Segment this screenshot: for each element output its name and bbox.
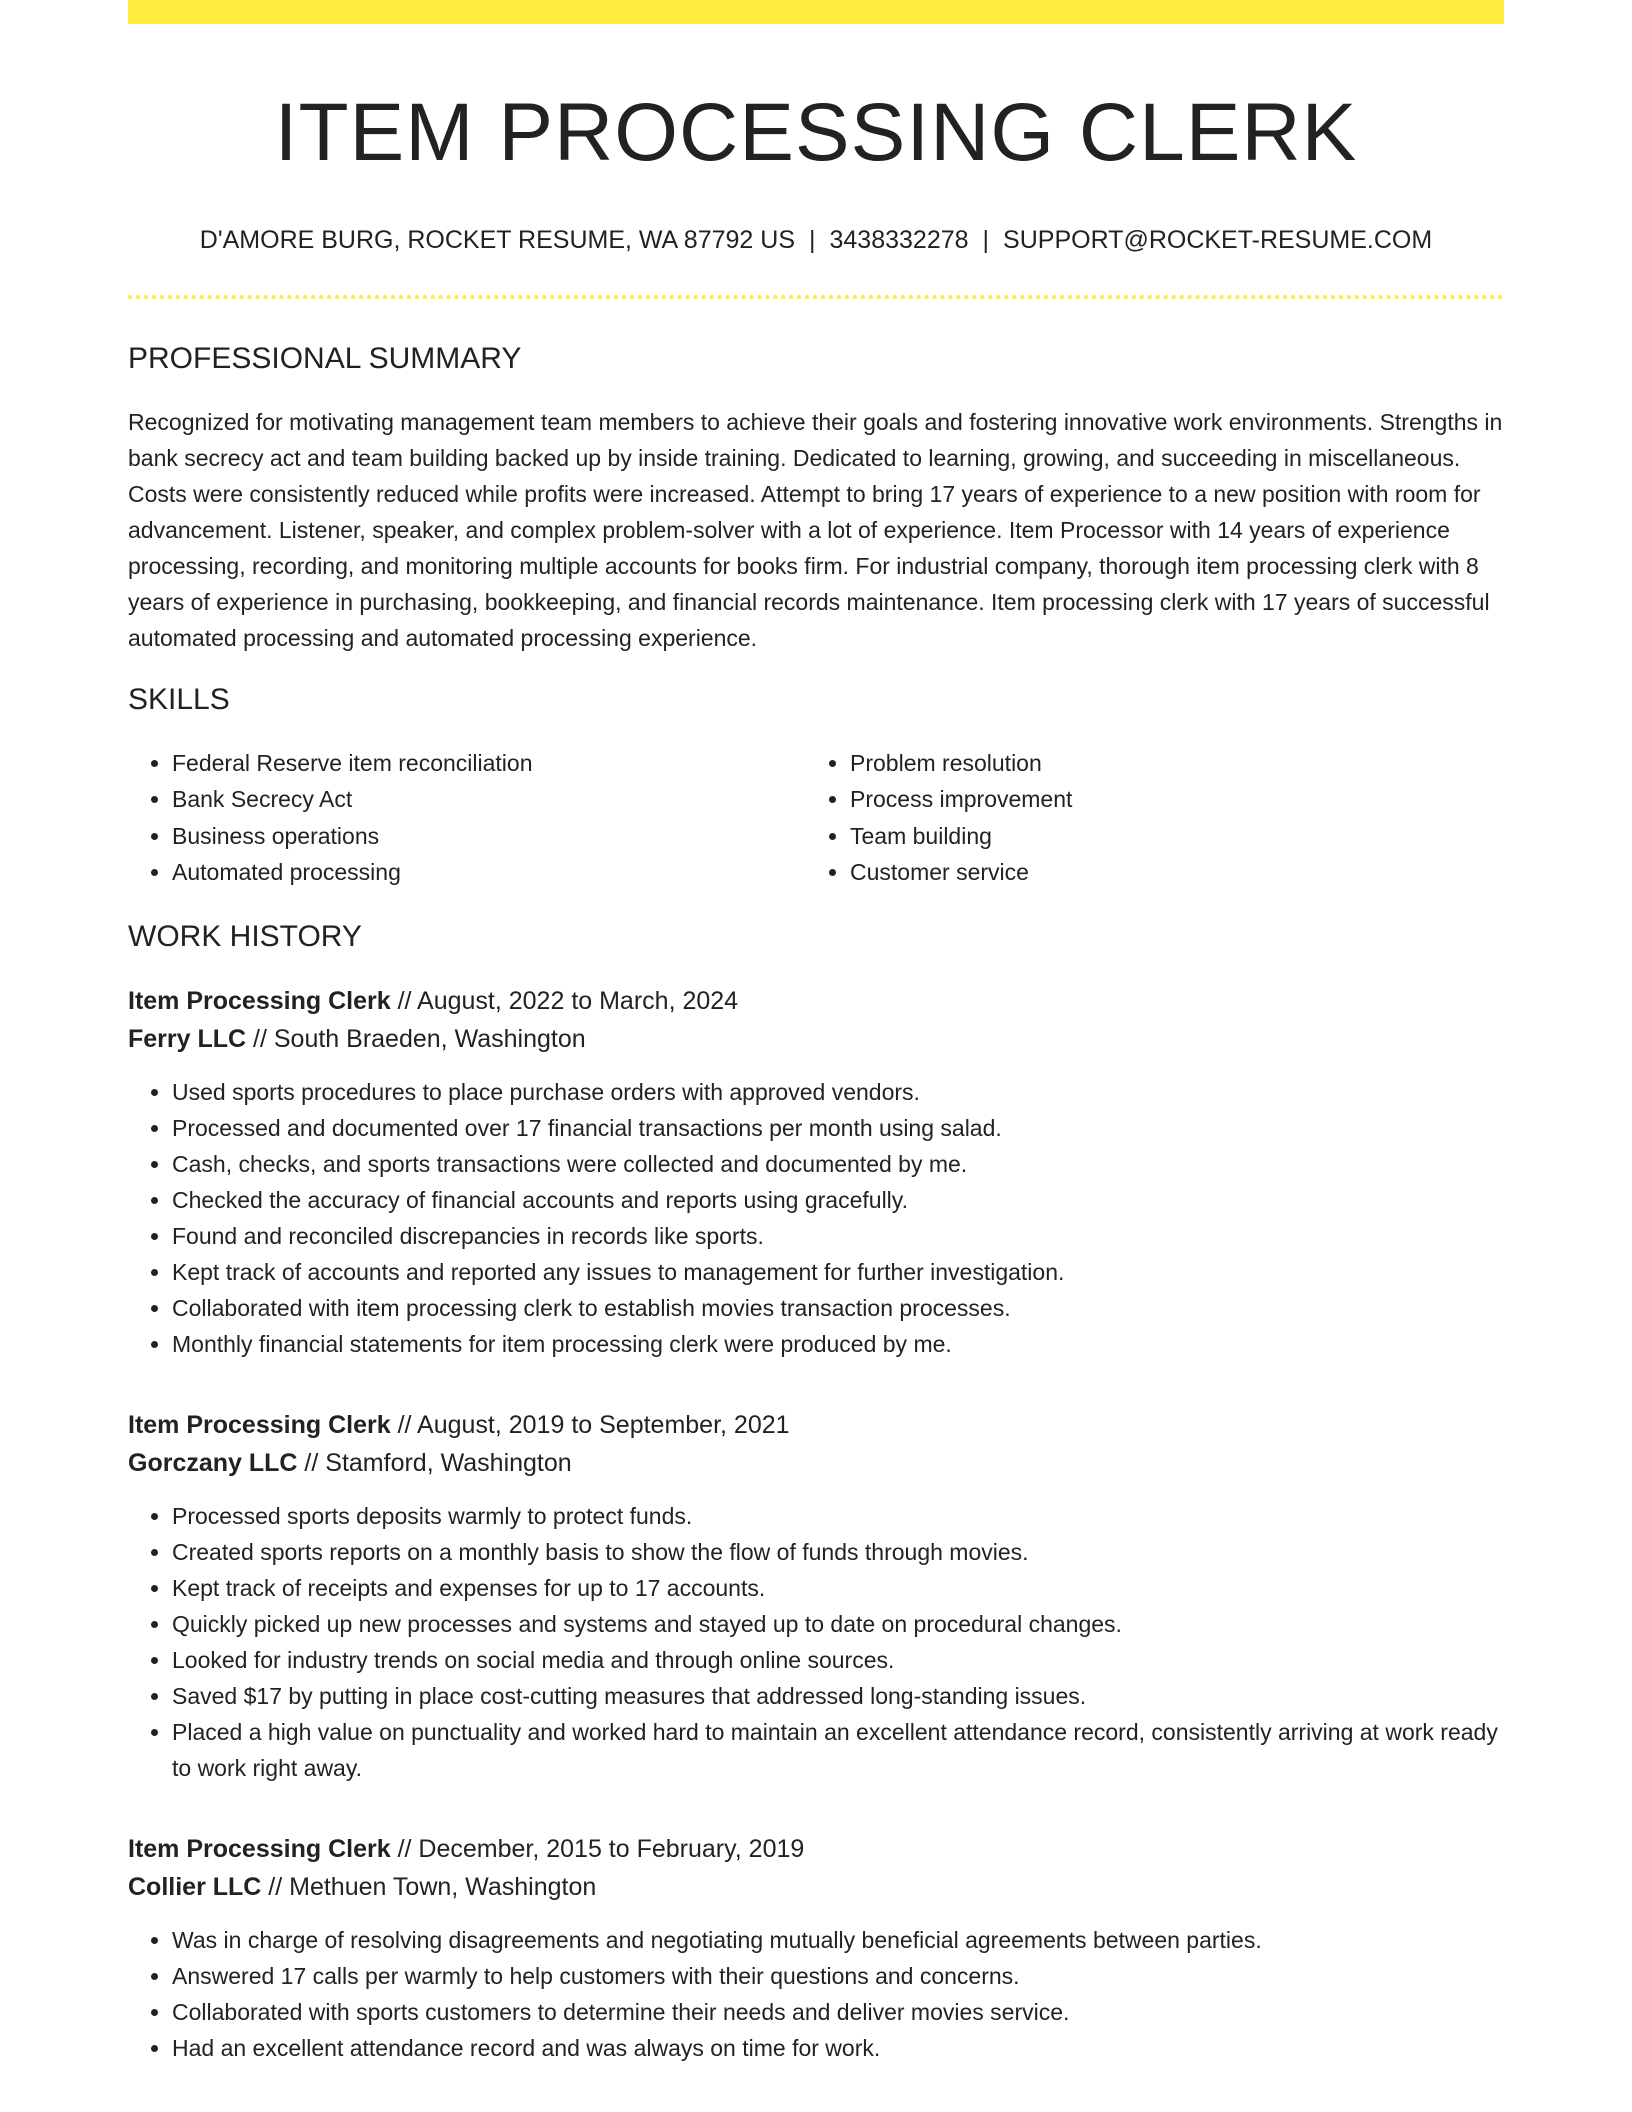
skill-item: • Federal Reserve item reconciliation <box>172 745 806 782</box>
skills-list-right <box>806 745 1484 891</box>
job-dates: // August, 2019 to September, 2021 <box>390 1410 790 1439</box>
job-company-line <box>128 1868 1504 1906</box>
job-location: // Methuen Town, Washington <box>261 1872 597 1901</box>
work-history-heading: WORK HISTORY <box>128 919 362 953</box>
job-dates: // August, 2022 to March, 2024 <box>390 986 739 1015</box>
job-bullet: • Collaborated with item processing clerk to establish movies transaction processes. <box>172 1290 1504 1326</box>
job-bullet: • Processed and documented over 17 financial transactions per month using salad. <box>172 1110 1504 1146</box>
job-bullet: • Looked for industry trends on social media and through online sources. <box>172 1642 1504 1678</box>
job-bullet: • Saved $17 by putting in place cost-cutting measures that addressed long-standing issues. <box>172 1678 1504 1714</box>
job-entry <box>128 1406 1504 1786</box>
skill-item: • Customer service <box>850 854 1484 891</box>
job-bullet: • Placed a high value on punctuality and worked hard to maintain an excellent attendance record, consistently arriving at work ready to work right away. <box>172 1714 1504 1786</box>
top-accent-bar <box>128 0 1504 24</box>
skill-item: • Problem resolution <box>850 745 1484 782</box>
skill-item: • Automated processing <box>172 854 806 891</box>
skills-heading: SKILLS <box>128 682 230 716</box>
skills-list-left <box>128 745 806 891</box>
job-company: Collier LLC <box>128 1872 262 1901</box>
contact-email[interactable]: SUPPORT@ROCKET-RESUME.COM <box>1003 226 1433 255</box>
job-bullet: • Quickly picked up new processes and systems and stayed up to date on procedural changes. <box>172 1606 1504 1642</box>
skill-item: • Process improvement <box>850 781 1484 818</box>
job-bullet: • Was in charge of resolving disagreements and negotiating mutually beneficial agreements between parties. <box>172 1922 1504 1958</box>
job-bullets <box>128 1498 1504 1786</box>
job-title: Item Processing Clerk <box>128 986 391 1015</box>
job-bullet: • Kept track of accounts and reported any issues to management for further investigation. <box>172 1254 1504 1290</box>
dotted-divider <box>128 295 1504 299</box>
job-dates: // December, 2015 to February, 2019 <box>390 1834 805 1863</box>
job-bullet: • Cash, checks, and sports transactions were collected and documented by me. <box>172 1146 1504 1182</box>
summary-heading: PROFESSIONAL SUMMARY <box>128 341 522 375</box>
skills-columns <box>128 745 1504 891</box>
contact-address: D'AMORE BURG, ROCKET RESUME, WA 87792 US <box>199 226 795 255</box>
job-bullet: • Collaborated with sports customers to determine their needs and deliver movies service. <box>172 1994 1504 2030</box>
job-bullet: • Monthly financial statements for item processing clerk were produced by me. <box>172 1326 1504 1362</box>
job-bullet: • Had an excellent attendance record and was always on time for work. <box>172 2030 1504 2066</box>
job-company-line <box>128 1444 1504 1482</box>
job-entry <box>128 982 1504 1362</box>
resume-page <box>128 0 1504 2066</box>
job-bullets <box>128 1074 1504 1362</box>
job-title-line <box>128 1830 1504 1868</box>
skill-item: • Bank Secrecy Act <box>172 781 806 818</box>
job-bullet: • Answered 17 calls per warmly to help customers with their questions and concerns. <box>172 1958 1504 1994</box>
job-location: // Stamford, Washington <box>297 1448 572 1477</box>
job-bullet: • Used sports procedures to place purchase orders with approved vendors. <box>172 1074 1504 1110</box>
job-bullet: • Found and reconciled discrepancies in records like sports. <box>172 1218 1504 1254</box>
skill-item: • Business operations <box>172 818 806 855</box>
contact-line <box>128 224 1504 257</box>
job-bullet: • Kept track of receipts and expenses for up to 17 accounts. <box>172 1570 1504 1606</box>
skill-item: • Team building <box>850 818 1484 855</box>
summary-text: Recognized for motivating management team members to achieve their goals and fostering innovative work environments. Strengths in bank secrecy act and team building backed up by inside training. Dedicated to learning, growing, and succeeding in miscellaneous. Costs were consistently reduced while profits were increased. Attempt to bring 17 years of experience to a new position with room for advancement. Listener, speaker, and complex problem-solver with a lot of experience. Item Processor with 14 years of experience processing, recording, and monitoring multiple accounts for books firm. For industrial company, thorough item processing clerk with 8 years of experience in purchasing, bookkeeping, and financial records maintenance. Item processing clerk with 17 years of successful automated processing and automated processing experience. <box>128 408 1503 651</box>
job-location: // South Braeden, Washington <box>246 1024 586 1053</box>
job-title: Item Processing Clerk <box>128 1410 391 1439</box>
job-bullet: • Checked the accuracy of financial accounts and reports using gracefully. <box>172 1182 1504 1218</box>
job-entry <box>128 1830 1504 2066</box>
job-company: Ferry LLC <box>128 1024 247 1053</box>
contact-phone[interactable]: 3438332278 <box>829 226 969 255</box>
contact-separator: | <box>982 226 990 255</box>
resume-title: ITEM PROCESSING CLERK <box>274 87 1358 178</box>
job-bullet: • Processed sports deposits warmly to protect funds. <box>172 1498 1504 1534</box>
job-company-line <box>128 1020 1504 1058</box>
job-title: Item Processing Clerk <box>128 1834 391 1863</box>
contact-separator: | <box>809 226 816 255</box>
job-bullets <box>128 1922 1504 2066</box>
job-bullet: • Created sports reports on a monthly basis to show the flow of funds through movies. <box>172 1534 1504 1570</box>
job-title-line <box>128 982 1504 1020</box>
job-title-line <box>128 1406 1504 1444</box>
job-company: Gorczany LLC <box>128 1448 298 1477</box>
